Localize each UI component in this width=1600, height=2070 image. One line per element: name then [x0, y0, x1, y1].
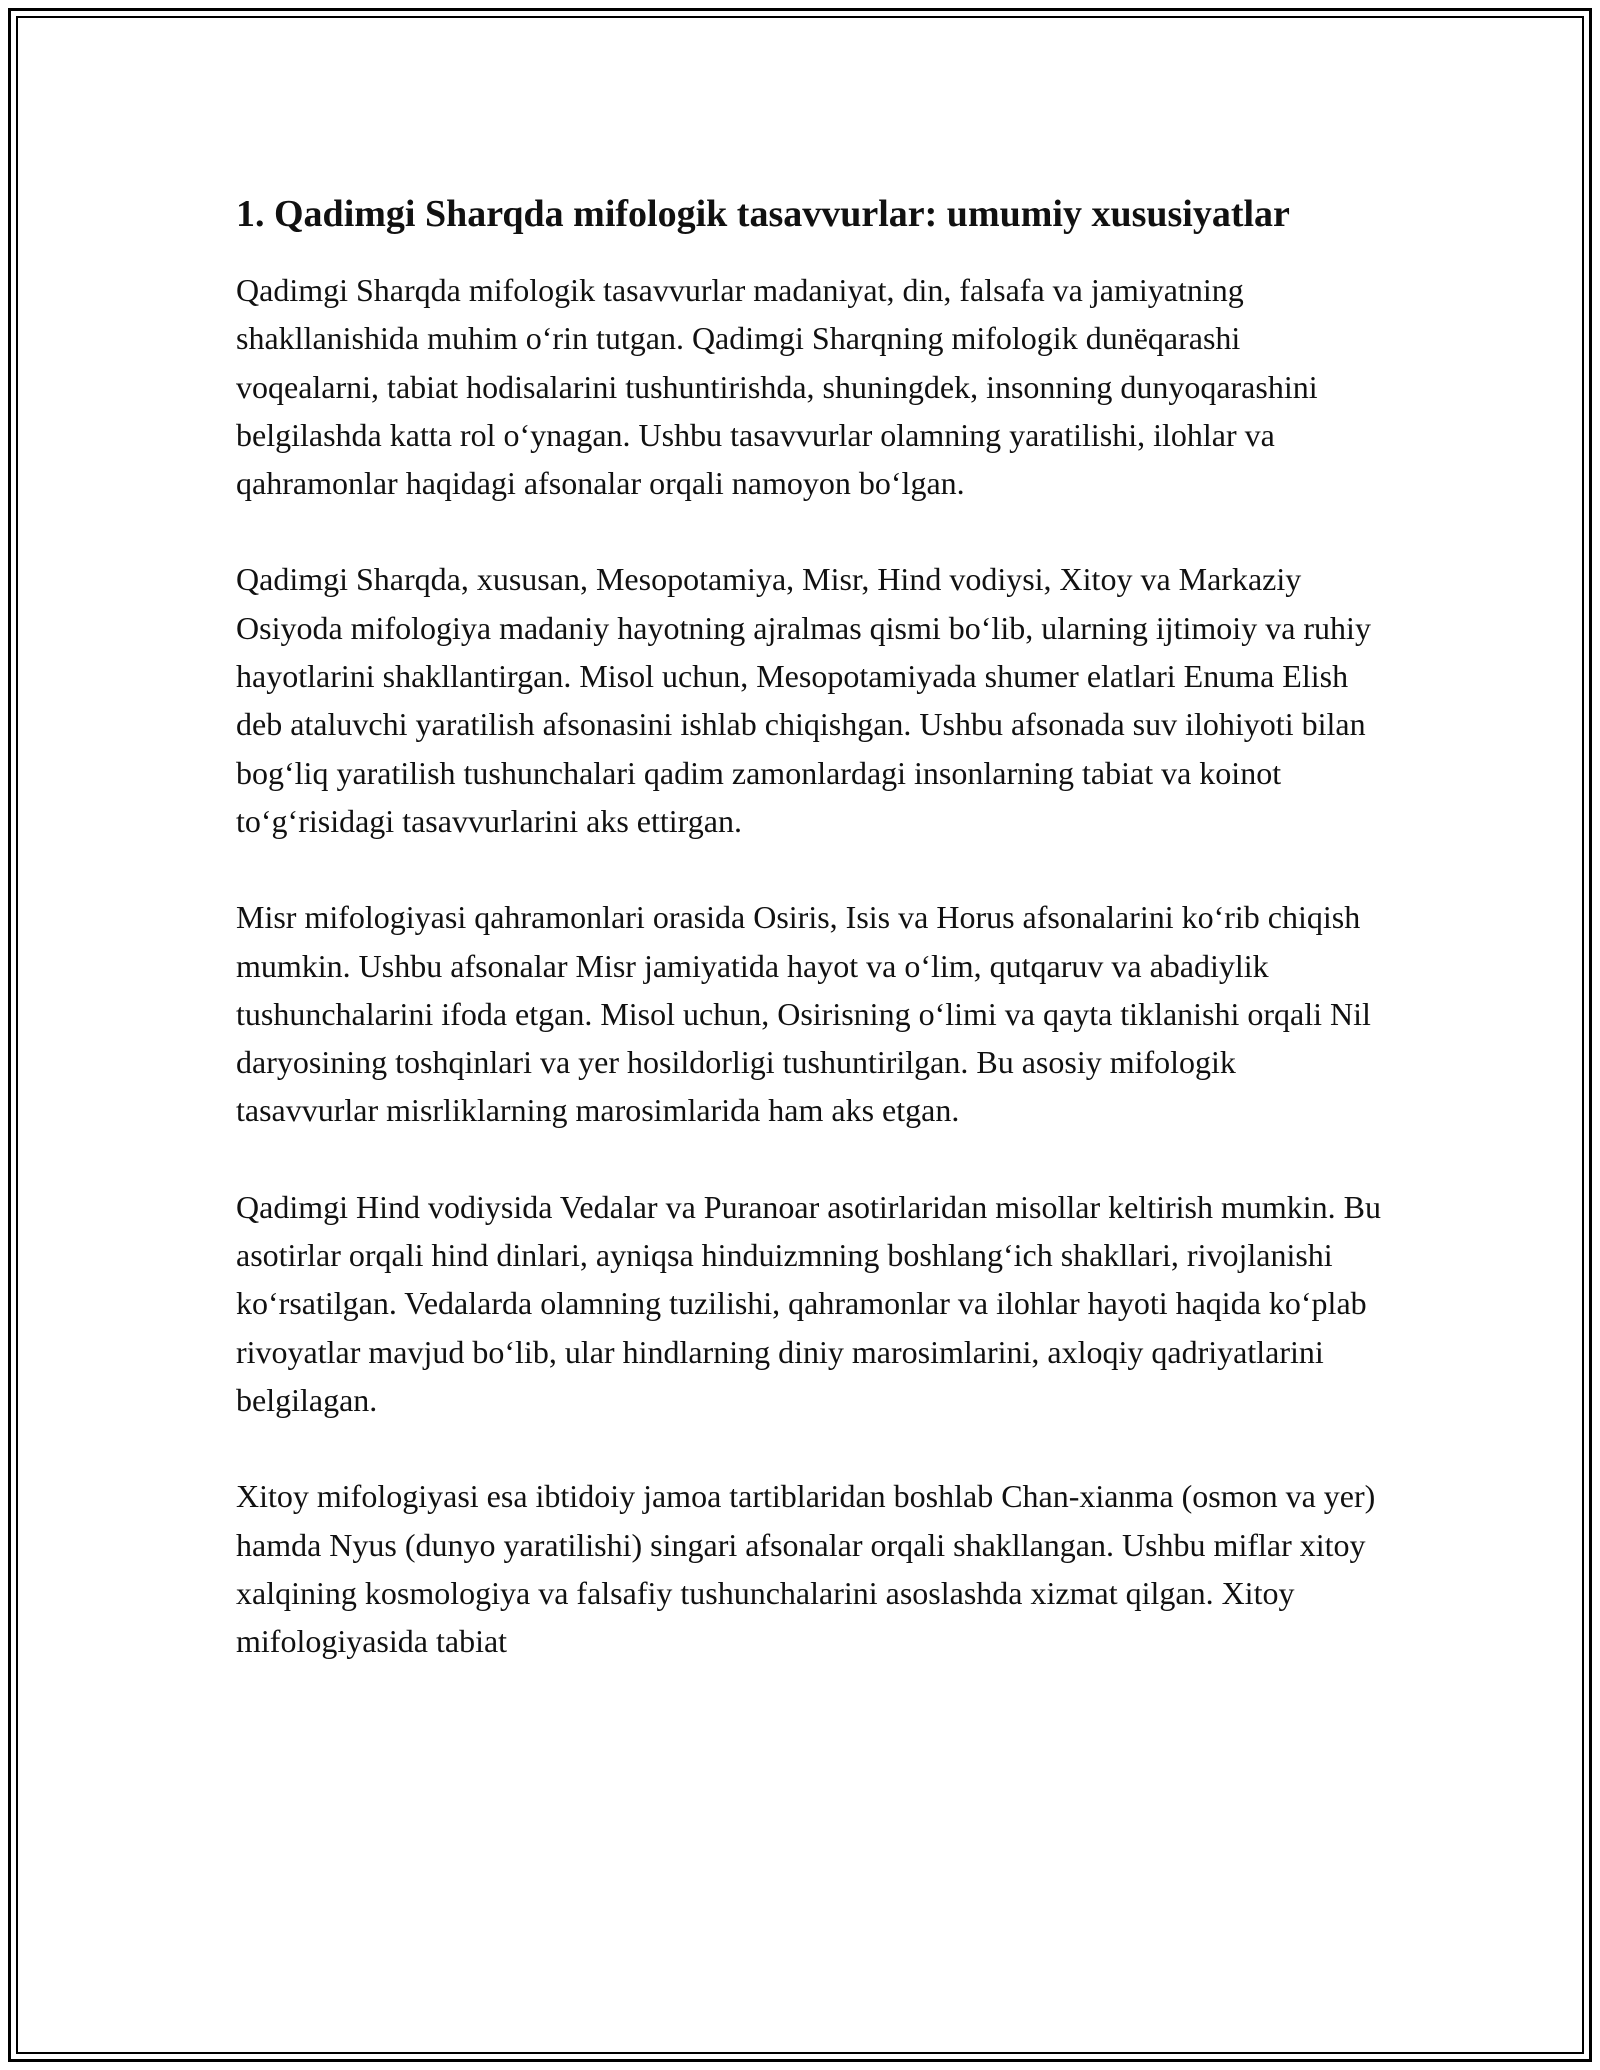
paragraph: Qadimgi Hind vodiysida Vedalar va Puranoar asotirlaridan misollar keltirish mumkin. Bu asotirlar orqali hind dinlari, ayniqsa hinduizmning boshlangʻich shakllari, rivojlanishi koʻrsatilgan. Vedalarda olamning tuzilishi, qahramonlar va ilohlar hayoti haqida koʻplab rivoyatlar mavjud boʻlib, ular hindlarning diniy marosimlarini, axloqiy qadriyatlarini belgilagan. [236, 1188, 1381, 1418]
paragraph: Xitoy mifologiyasi esa ibtidoiy jamoa tartiblaridan boshlab Chan-xianma (osmon va yer) hamda Nyus (dunyo yaratilishi) singari afsonalar orqali shakllangan. Ushbu miflar xitoy xalqining kosmologiya va falsafiy tushunchalarini asoslashda xizmat qilgan. Xitoy mifologiyasida tabiat [236, 1478, 1376, 1660]
paragraph: Qadimgi Sharqda mifologik tasavvurlar madaniyat, din, falsafa va jamiyatning shakllanishida muhim oʻrin tutgan. Qadimgi Sharqning mifologik dunëqarashi voqealarni, tabiat hodisalarini tushuntirishda, shuningdek, insonning dunyoqarashini belgilashda katta rol oʻynagan. Ushbu tasavvurlar olamning yaratilishi, ilohlar va qahramonlar haqidagi afsonalar orqali namoyon boʻlgan. [236, 272, 1318, 502]
paragraph: Misr mifologiyasi qahramonlari orasida Osiris, Isis va Horus afsonalarini koʻrib chiqish mumkin. Ushbu afsonalar Misr jamiyatida hayot va oʻlim, qutqaruv va abadiylik tushunchalarini ifoda etgan. Misol uchun, Osirisning oʻlimi va qayta tiklanishi orqali Nil daryosining toshqinlari va yer hosildorligi tushuntirilgan. Bu asosiy mifologik tasavvurlar misrliklarning marosimlarida ham aks etgan. [236, 899, 1371, 1129]
section-heading: 1. Qadimgi Sharqda mifologik tasavvurlar: umumiy xususiyatlar [236, 193, 1290, 235]
paragraph: Qadimgi Sharqda, xususan, Mesopotamiya, Misr, Hind vodiysi, Xitoy va Markaziy Osiyoda mifologiya madaniy hayotning ajralmas qismi boʻlib, ularning ijtimoiy va ruhiy hayotlarini shakllantirgan. Misol uchun, Mesopotamiyada shumer elatlari Enuma Elish deb ataluvchi yaratilish afsonasini ishlab chiqishgan. Ushbu afsonada suv ilohiyoti bilan bogʻliq yaratilish tushunchalari qadim zamonlardagi insonlarning tabiat va koinot toʻgʻrisidagi tasavvurlarini aks ettirgan. [236, 561, 1371, 839]
document-body [236, 186, 1386, 1665]
